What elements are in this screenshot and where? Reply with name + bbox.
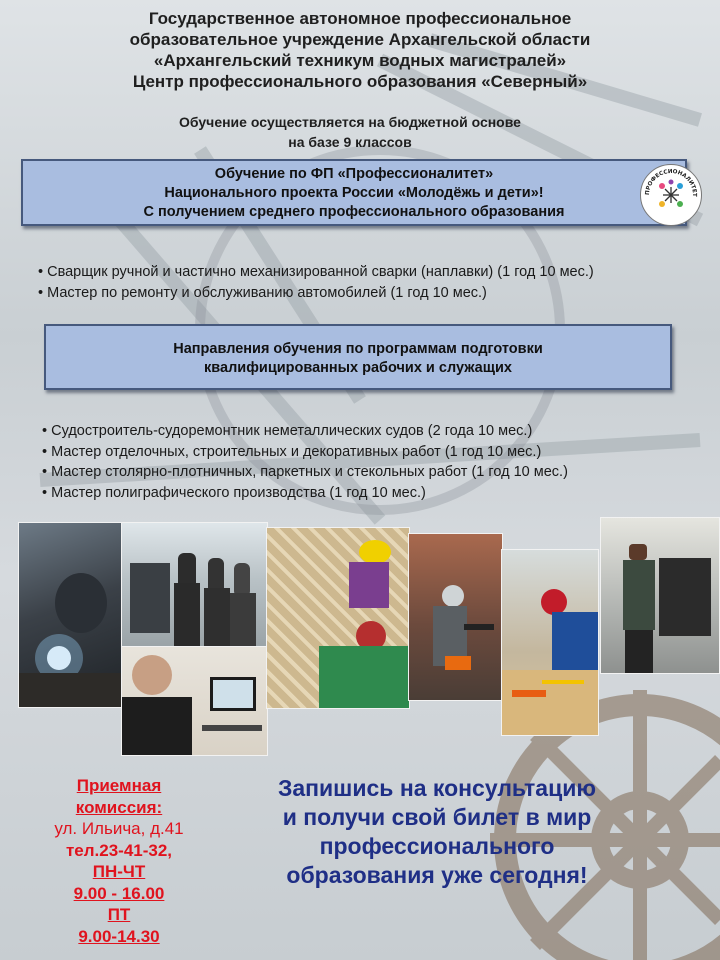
list-item: • Мастер столярно-плотничных, паркетных и стекольных работ (1 год 10 мес.) (42, 462, 718, 483)
logo-text: ПРОФЕССИОНАЛИТЕТ (644, 168, 698, 197)
computer-lesson-photo (121, 646, 268, 756)
header-line: Центр профессионального образования «Северный» (132, 72, 588, 91)
banner-line: Обучение по ФП «Профессионалитет» (214, 166, 494, 182)
header-line: «Архангельский техникум водных магистралей» (153, 51, 567, 70)
list-item: • Судостроитель-судоремонтник неметаллических судов (2 года 10 мес.) (42, 421, 718, 442)
basis-line: Обучение осуществляется на бюджетной основе (179, 114, 521, 130)
list-item: • Мастер по ремонту и обслуживанию автомобилей (1 год 10 мес.) (38, 283, 718, 304)
professionalitet-programs-list (38, 262, 718, 303)
list-item: • Мастер отделочных, строительных и декоративных работ (1 год 10 мес.) (42, 442, 718, 463)
cta-line: Запишись на консультацию (277, 775, 597, 801)
banner-line: Направления обучения по программам подготовки (173, 341, 543, 357)
admission-title: комиссия: (75, 797, 163, 817)
schedule-days: ПТ (107, 905, 131, 924)
admission-title: Приемная (76, 776, 162, 795)
welding-photo (18, 522, 123, 708)
cta-line: профессионального (319, 833, 555, 859)
list-item: • Мастер полиграфического производства (1 год 10 мес.) (42, 483, 718, 504)
call-to-action (232, 774, 642, 890)
wall-finishing-photo (266, 527, 410, 709)
banner-line: квалифицированных рабочих и служащих (204, 360, 512, 376)
cta-line: образования уже сегодня! (286, 862, 588, 888)
education-basis-note (120, 112, 580, 152)
schedule-days: ПН-ЧТ (92, 862, 146, 881)
admission-address: ул. Ильича, д.41 (54, 819, 184, 838)
basis-line: на базе 9 классов (288, 134, 412, 150)
header-line: образовательное учреждение Архангельской области (129, 30, 591, 49)
grinding-photo (408, 533, 503, 701)
admission-contacts (24, 775, 214, 947)
professionalitet-banner (21, 159, 687, 226)
banner-line: С получением среднего профессионального образования (143, 204, 565, 220)
organization-header (20, 8, 700, 92)
cta-line: и получи свой билет в мир (282, 804, 592, 830)
schedule-hours: 9.00 - 16.00 (73, 883, 165, 903)
list-item: • Сварщик ручной и частично механизированной сварки (наплавки) (1 год 10 мес.) (38, 262, 718, 283)
professionalitet-logo (640, 164, 702, 226)
carpentry-photo (501, 549, 599, 736)
printing-workshop-photo (121, 522, 268, 648)
banner-line: Национального проекта России «Молодёжь и дети»! (164, 185, 544, 201)
worker-programs-list (42, 421, 718, 503)
logo-mark-icon (659, 180, 683, 208)
admission-phone: тел.23-41-32, (65, 840, 173, 860)
machine-tool-photo (600, 517, 720, 674)
schedule-hours: 9.00-14.30 (78, 926, 160, 946)
header-line: Государственное автономное профессиональное (148, 9, 572, 28)
training-directions-banner (44, 324, 672, 390)
